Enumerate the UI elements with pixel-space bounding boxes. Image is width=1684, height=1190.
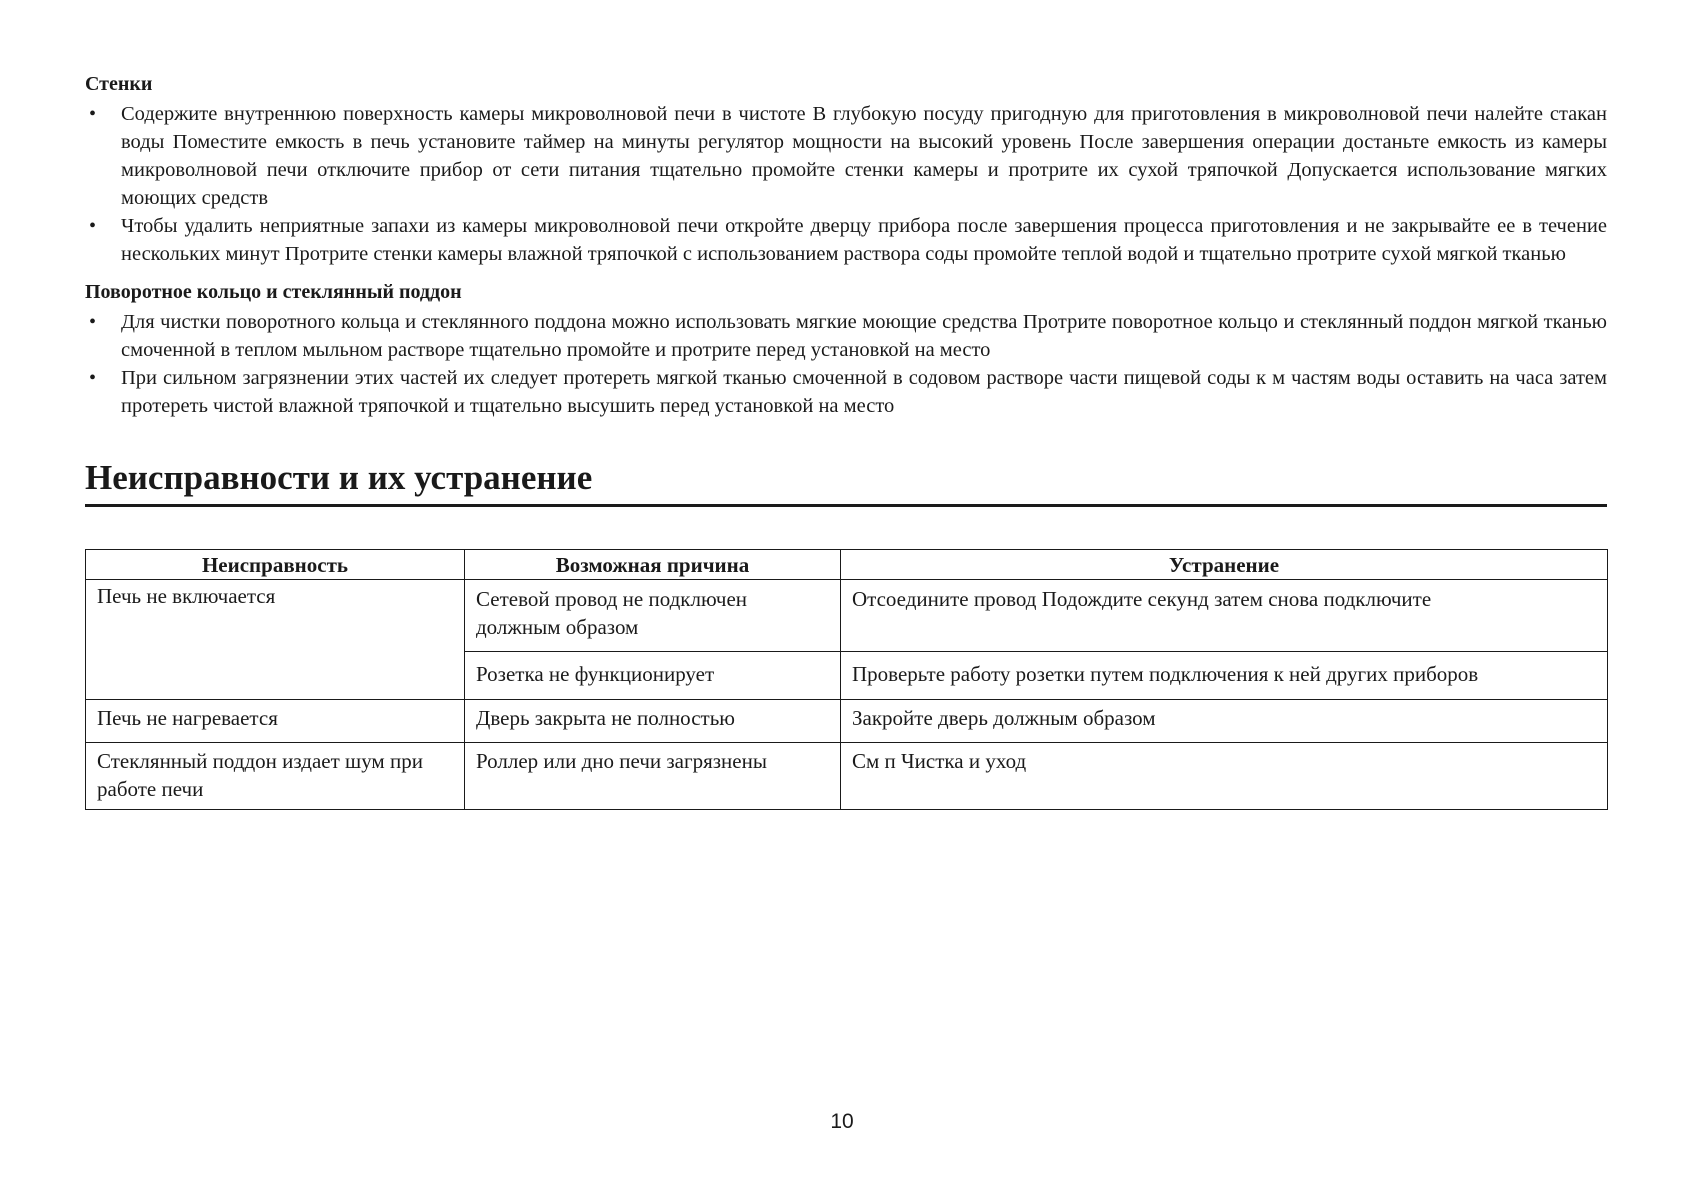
- column-header-fault: Неисправность: [86, 550, 465, 580]
- bullet-icon: •: [89, 367, 97, 389]
- table-row: [86, 700, 1608, 743]
- remedy-cell: Проверьте работу розетки путем подключения к ней других приборов: [841, 652, 1608, 700]
- page-number: 10: [830, 1110, 854, 1133]
- remedy-cell: Закройте дверь должным образом: [841, 700, 1608, 743]
- column-header-remedy: Устранение: [841, 550, 1608, 580]
- troubleshooting-heading: Неисправности и их устранение: [85, 456, 1607, 507]
- ring-bullet-list: [85, 308, 1607, 420]
- bullet-icon: •: [89, 215, 97, 237]
- list-item-text: Содержите внутреннюю поверхность камеры микроволновой печи в чистоте В глубокую посуду пригодную для приготовления в микроволновой печи налейте стакан воды Поместите емкость в печь установите таймер на минуты регулятор мощности на высокий уровень После завершения операции достаньте емкость из камеры микроволновой печи отключите прибор от сети питания тщательно промойте стенки камеры и протрите их сухой тряпочкой Допускается использование мягких моющих средств: [121, 103, 1607, 209]
- troubleshooting-table: [85, 549, 1608, 810]
- walls-bullet-list: [85, 100, 1607, 268]
- walls-subheading: Стенки: [85, 73, 153, 95]
- ring-subheading: Поворотное кольцо и стеклянный поддон: [85, 281, 462, 303]
- list-item: [85, 212, 1607, 268]
- list-item: [85, 364, 1607, 420]
- table-header-row: [86, 550, 1608, 580]
- cause-cell: Роллер или дно печи загрязнены: [465, 743, 841, 810]
- list-item-text: При сильном загрязнении этих частей их следует протереть мягкой тканью смоченной в содовом растворе части пищевой соды к м частям воды оставить на часа затем протереть чистой влажной тряпочкой и тщательно высушить перед установкой на место: [121, 367, 1607, 417]
- page-content: [85, 72, 1607, 810]
- cause-cell: Дверь закрыта не полностью: [465, 700, 841, 743]
- list-item-text: Для чистки поворотного кольца и стеклянного поддона можно использовать мягкие моющие средства Протрите поворотное кольцо и стеклянный поддон мягкой тканью смоченной в теплом мыльном растворе тщательно промойте и протрите перед установкой на место: [121, 311, 1607, 361]
- fault-cell: Печь не нагревается: [86, 700, 465, 743]
- remedy-cell: Отсоедините провод Подождите секунд затем снова подключите: [841, 580, 1608, 652]
- remedy-cell: См п Чистка и уход: [841, 743, 1608, 810]
- list-item-text: Чтобы удалить неприятные запахи из камеры микроволновой печи откройте дверцу прибора после завершения процесса приготовления и не закрывайте ее в течение нескольких минут Протрите стенки камеры влажной тряпочкой с использованием раствора соды промойте теплой водой и тщательно протрите сухой мягкой тканью: [121, 215, 1607, 265]
- list-item: [85, 308, 1607, 364]
- column-header-cause: Возможная причина: [465, 550, 841, 580]
- list-item: [85, 100, 1607, 212]
- fault-cell: Стеклянный поддон издает шум при работе печи: [86, 743, 465, 810]
- table-row: [86, 580, 1608, 652]
- cause-cell: Сетевой провод не подключен должным образом: [465, 580, 841, 652]
- fault-cell: Печь не включается: [86, 580, 465, 700]
- bullet-icon: •: [89, 103, 97, 125]
- cause-cell: Розетка не функционирует: [465, 652, 841, 700]
- table-row: [86, 743, 1608, 810]
- bullet-icon: •: [89, 311, 97, 333]
